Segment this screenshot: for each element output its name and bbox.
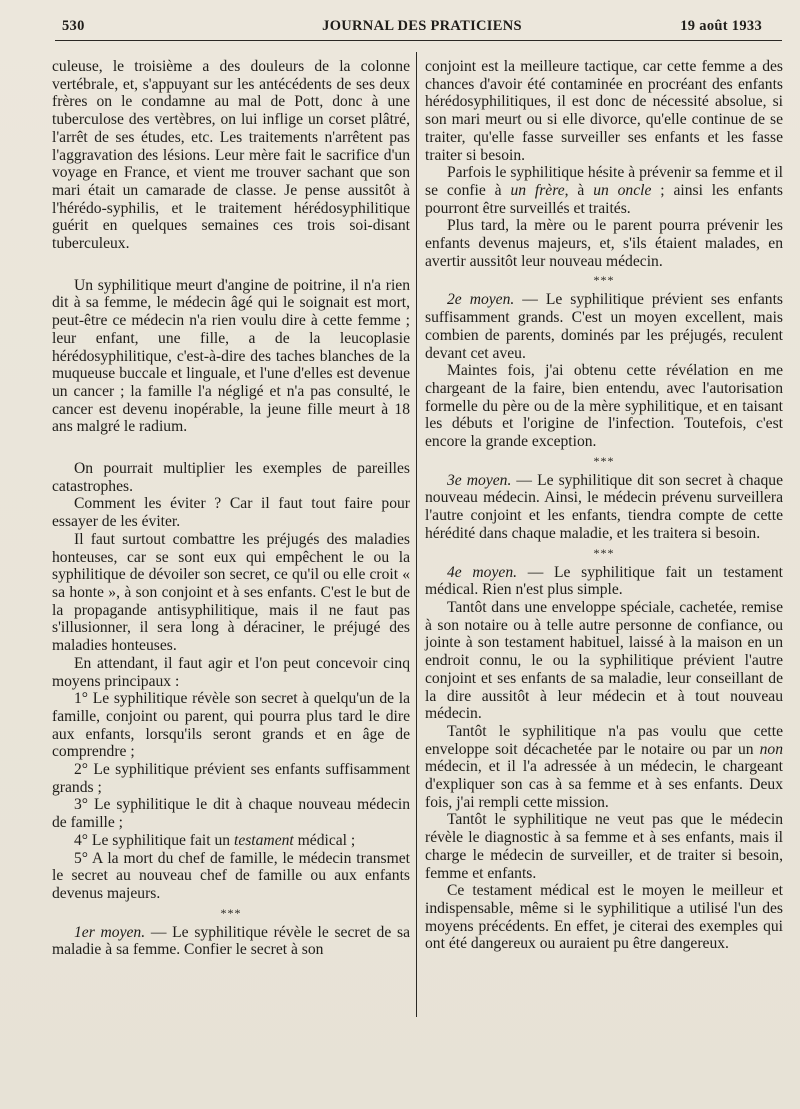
right-column [425,58,783,953]
list-item: 1° Le syphilitique révèle son secret à quelqu'un de la famille, conjoint ou parent, qui pourra plus tard le dire aux enfants, lorsqu'ils seront grands et en âge de comprendre ; [52,690,410,761]
paragraph: conjoint est la meilleure tactique, car cette femme a des chances d'avoir été contaminée en procréant des enfants hérédosyphilitiques, il est donc de nécessité absolue, si son mari meurt ou si elle divorce, qu'elle continue de se traiter, qu'elle fasse surveiller ses enfants et les fasse traiter si besoin. [425,58,783,164]
section-label: 4e moyen. [447,563,518,581]
paragraph: On pourrait multiplier les exemples de pareilles catastrophes. [52,460,410,495]
paragraph: Un syphilitique meurt d'angine de poitrine, il n'a rien dit à sa femme, le médecin âgé qui le soignait est mort, peut-être ce médecin n'a rien voulu dire à cette femme ; leur enfant, une fille, a de la leucoplasie hérédosyphilitique, c'est-à-dire des taches blanches de la muqueuse buccale et linguale, et l'une d'elles est devenue un cancer ; la famille l'a négligé et n'a pas consulté, le cancer est devenu inopérable, la jeune fille meurt à 18 ans malgré le radium. [52,276,410,436]
section-label: 2e moyen. [447,291,515,309]
paragraph: Comment les éviter ? Car il faut tout faire pour essayer de les éviter. [52,495,410,531]
issue-date: 19 août 1933 [680,18,762,34]
paragraph: Plus tard, la mère ou le parent pourra prévenir les enfants devenus majeurs, et, s'ils étaient malades, en avertir aussitôt leur nouveau médecin. [425,217,783,270]
paragraph: Ce testament médical est le moyen le meilleur et indispensable, même si le syphilitique a utilisé l'un des moyens précédents. En effet, je citerai des exemples qui ont été dangereux ou auraient pu être dangereux. [425,882,783,953]
list-item: 2° Le syphilitique prévient ses enfants suffisamment grands ; [52,761,410,796]
section-label: 3e moyen. [447,471,512,489]
left-column [52,58,410,959]
list-item: 4° Le syphilitique fait un testament médical ; [74,831,356,849]
section-separator: *** [220,905,242,920]
section-separator: *** [593,453,615,468]
journal-title: JOURNAL DES PRATICIENS [322,18,522,34]
paragraph: Tantôt le syphilitique n'a pas voulu que cette enveloppe soit décachetée par le notaire ou par un non médecin, et il l'a adressée à un médecin, le chargeant d'expliquer son cas à sa femme et à ses enfants. Deux fois, j'ai rempli cette mission. [425,722,783,811]
page-header [62,16,782,38]
paragraph: 4e moyen. — Le syphilitique fait un testament médical. Rien n'est plus simple. [425,563,783,599]
list-item: 3° Le syphilitique le dit à chaque nouveau médecin de famille ; [52,796,410,832]
section-label: 1er moyen. [74,923,146,941]
paragraph: Tantôt dans une enveloppe spéciale, cachetée, remise à son notaire ou à telle autre personne de confiance, ou jointe à son testament habituel, laissé à la maison en un endroit connu, le ou la syphilitique prévient l'autre conjoint et ses enfants de sa maladie, leur conseillant de la dire aussitôt à leur médecin et à tout nouveau médecin. [425,598,783,723]
paragraph: En attendant, il faut agir et l'on peut concevoir cinq moyens principaux : [52,654,410,690]
paragraph: 2e moyen. — Le syphilitique prévient ses enfants suffisamment grands. C'est un moyen excellent, mais combien de parents, dominés par les préjugés, reculent devant cet aveu. [425,291,783,362]
paragraph: culeuse, le troisième a des douleurs de la colonne vertébrale, et, s'appuyant sur les antécédents de ses deux frères on le condamne au mal de Pott, donc à une tuberculose des vertèbres, on lui inflige un corset plâtré, l'arrêt de ses études, etc. Les traitements n'arrêtent pas l'aggravation des lésions. Leur mère fait le sacrifice d'un voyage en France, et vient me trouver sachant que son mari était un camarade de classe. Je pense aussitôt à l'hérédo-syphilis, et le traitement hérédosyphilitique guérit en quelques semaines ces trois soi-disant tuberculeux. [52,58,410,253]
paragraph: Parfois le syphilitique hésite à prévenir sa femme et il se confie à un frère, à un oncle ; ainsi les enfants pourront être surveillés et traités. [425,164,783,217]
header-rule [55,40,782,41]
section-separator: *** [593,273,615,288]
column-divider [416,52,417,1017]
list-item: 5° A la mort du chef de famille, le médecin transmet le secret au nouveau chef de famille ou aux enfants devenus majeurs. [52,849,410,902]
section-separator: *** [593,545,615,560]
page-number: 530 [62,18,85,34]
paragraph: 3e moyen. — Le syphilitique dit son secret à chaque nouveau médecin. Ainsi, le médecin prévenu surveillera l'autre conjoint et les enfants, tiendra compte de cette hérédité dans chaque maladie, et les traitera si besoin. [425,471,784,542]
paragraph: Il faut surtout combattre les préjugés des maladies honteuses, car se sont eux qui empêchent le ou la syphilitique de dévoiler son secret, ce qu'il ou elle croit « sa honte », à son conjoint et à ses enfants. C'est le but de la propagande antisyphilitique, mais il ne faut pas s'illusionner, il sera long à déraciner, le préjugé des maladies honteuses. [52,530,410,655]
paragraph: 1er moyen. — Le syphilitique révèle le secret de sa maladie à sa femme. Confier le secret à son [52,923,410,959]
paragraph: Maintes fois, j'ai obtenu cette révélation en me chargeant de la faire, bien entendu, avec l'autorisation formelle du père ou de la mère syphilitique, et en taisant les débuts et l'origine de l'infection. Toutefois, c'est encore la grande exception. [425,362,783,451]
paragraph: Tantôt le syphilitique ne veut pas que le médecin révèle le diagnostic à sa femme et à ses enfants, mais il charge le médecin de surveiller, et de traiter si besoin, femme et enfants. [425,811,783,882]
